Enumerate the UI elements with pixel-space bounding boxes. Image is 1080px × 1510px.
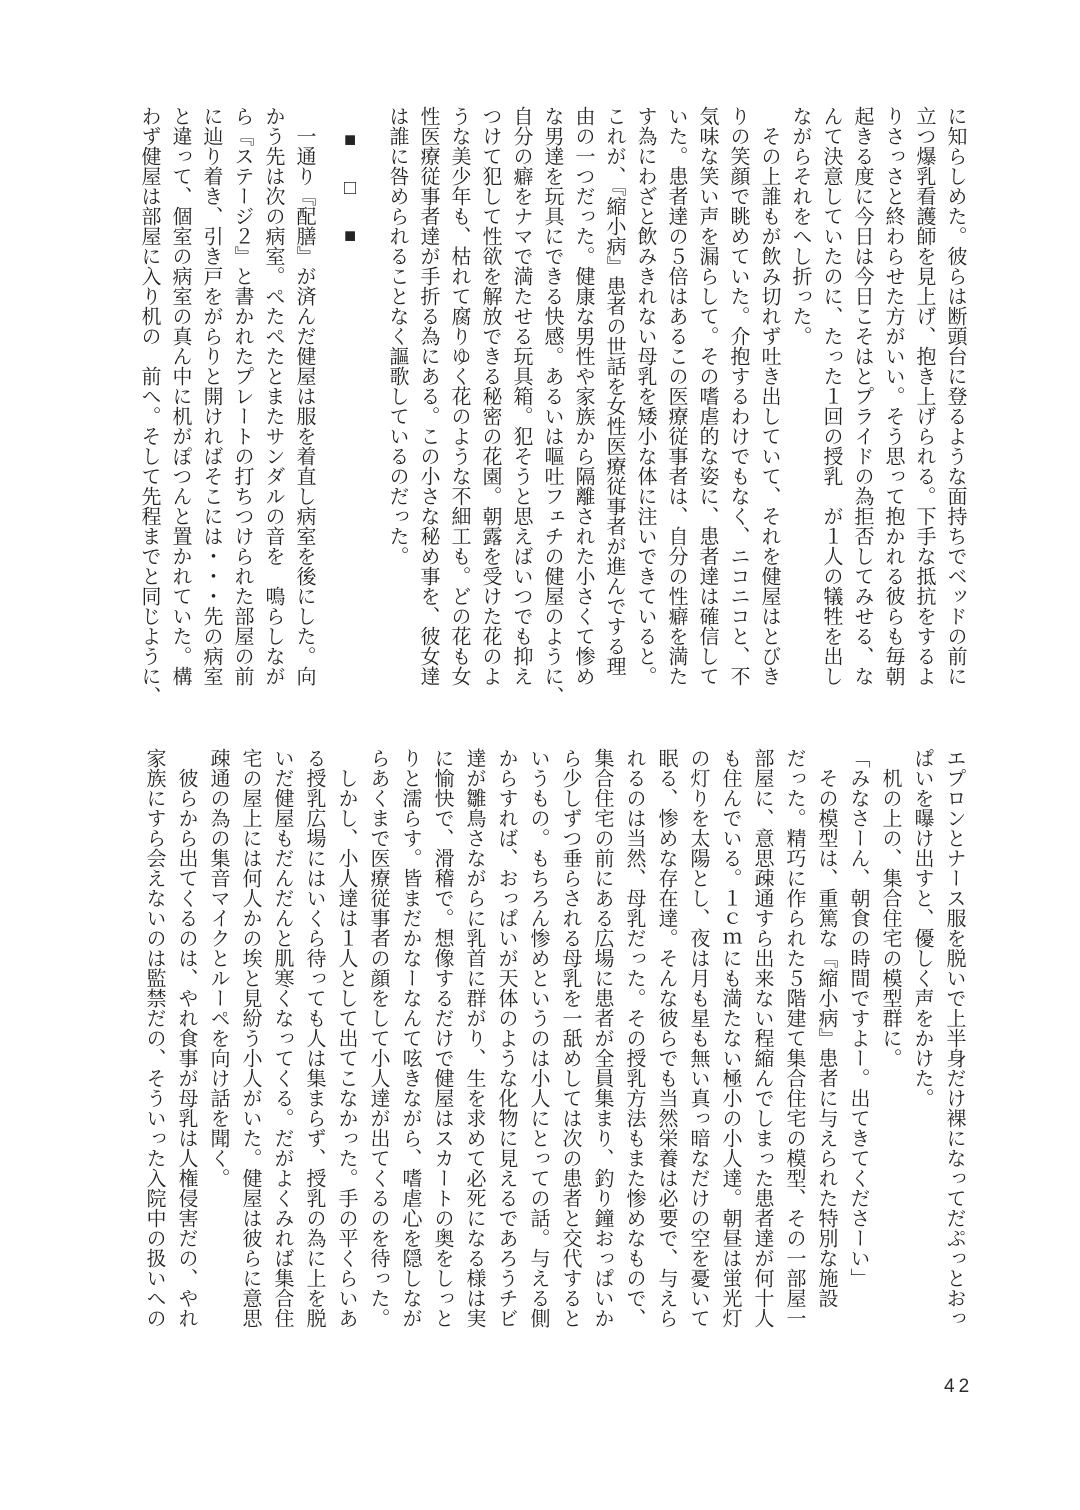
text-column: わず健屋は部屋に入り机の 前へ。そして先程までと同じように、 bbox=[138, 106, 160, 706]
text-column: その上誰もが飲み切れず吐き出していて、それを健屋はとびき bbox=[758, 106, 780, 686]
text-column: いた。患者達の５倍はあるこの医療従事者は、自分の性癖を満た bbox=[665, 106, 687, 686]
text-column: 家族にすら会えないのは監禁だの、そういった入院中の扱いへの bbox=[143, 748, 165, 1328]
text-column: に辿り着き、引き戸をがらりと開ければそこには・・・先の病室 bbox=[200, 106, 222, 686]
text-column: ながらそれをへし折った。 bbox=[789, 106, 811, 346]
top-text-block bbox=[133, 106, 970, 706]
text-column: 部屋に、意思疎通すら出来ない程縮んでしまった患者達が何十人 bbox=[751, 748, 773, 1328]
text-column: 由の一つだった。健康な男性や家族から隔離された小さくて惨め bbox=[572, 106, 594, 686]
text-column: いだ健屋もだんだんと肌寒くなってくる。だがよくみれば集合住 bbox=[271, 748, 293, 1328]
text-column: す為にわざと飲みきれない母乳を矮小な体に注いできていると。 bbox=[634, 106, 656, 686]
text-column: これが、『縮小病』患者の世話を女性医療従事者が進んでする理 bbox=[603, 106, 625, 676]
text-column: と違って、個室の病室の真ん中に机がぽつんと置かれていた。構 bbox=[169, 106, 191, 686]
text-column: いうもの。もちろん惨めというのは小人にとっての話。与える側 bbox=[527, 748, 549, 1328]
text-column: りさっさと終わらせた方がいい。そう思って抱かれる彼らも毎朝 bbox=[882, 106, 904, 686]
text-column: に愉快で、滑稽で。想像するだけで健屋はスカートの奥をしっと bbox=[431, 748, 453, 1328]
text-column: かう先は次の病室。ぺたぺたとまたサンダルの音を 鳴らしなが bbox=[262, 106, 284, 686]
text-column: エプロンとナース服を脱いで上半身だけ裸になってだぷっとおっ bbox=[943, 748, 965, 1328]
text-column: れるのは当然、母乳だった。その授乳方法もまた惨めなもので、 bbox=[623, 748, 645, 1328]
text-column: 気味な笑い声を漏らして。その嗜虐的な姿に、患者達は確信して bbox=[696, 106, 718, 686]
text-column: 達が雛鳥さながらに乳首に群がり、生を求めて必死になる様は実 bbox=[463, 748, 485, 1328]
text-column: りの笑顔で眺めていた。介抱するわけでもなく、ニコニコと、不 bbox=[727, 106, 749, 686]
text-column: 彼らから出てくるのは、やれ食事が母乳は人権侵害だの、やれ bbox=[175, 748, 197, 1328]
text-column: 集合住宅の前にある広場に患者が全員集まり、釣り鐘おっぱいか bbox=[591, 748, 613, 1328]
text-column: 一通り『配膳』が済んだ健屋は服を着直し病室を後にした。向 bbox=[293, 106, 315, 686]
text-column: 眠る、惨めな存在達。そんな彼らでも当然栄養は必要で、与えら bbox=[655, 748, 677, 1328]
section-divider-squares: ■ □ ■ bbox=[339, 106, 361, 250]
text-column: その模型は、重篤な『縮小病』患者に与えられた特別な施設 bbox=[815, 748, 837, 1308]
text-column: る授乳広場にはいくら待っても人は集まらず、授乳の為に上を脱 bbox=[303, 748, 325, 1328]
text-column: は誰に咎められることなく謳歌しているのだった。 bbox=[386, 106, 408, 566]
text-column: も住んでいる。１ｃｍにも満たない極小の小人達。朝昼は蛍光灯 bbox=[719, 748, 741, 1328]
text-column: の灯りを太陽とし、夜は月も星も無い真っ暗なだけの空を憂いて bbox=[687, 748, 709, 1328]
text-column: ら少しずつ垂らされる母乳を一舐めしては次の患者と交代すると bbox=[559, 748, 581, 1328]
text-column: 疎通の為の集音マイクとルーペを向け話を聞く。 bbox=[207, 748, 229, 1188]
text-column: に知らしめた。彼らは断頭台に登るような面持ちでベッドの前に bbox=[944, 106, 966, 686]
text-column: な男達を玩具にできる快感。あるいは嘔吐フェチの健屋のように、 bbox=[541, 106, 563, 706]
text-column: 「みなさーん、朝食の時間ですよー。出てきてくださーい」 bbox=[847, 748, 869, 1288]
text-column: ら『ステージ２』と書かれたプレートの打ちつけられた部屋の前 bbox=[231, 106, 253, 686]
text-column: つけて犯して性欲を解放できる秘密の花園。朝露を受けた花のよ bbox=[479, 106, 501, 686]
text-column: らあくまで医療従事者の顔をして小人達が出てくるのを待った。 bbox=[367, 748, 389, 1328]
text-column: ぱいを曝け出すと、優しく声をかけた。 bbox=[911, 748, 933, 1108]
text-column: りと濡らす。皆まだかなーなんて呟きながら、嗜虐心を隠しなが bbox=[399, 748, 421, 1328]
text-column: んて決意していたのに、たった１回の授乳 が１人の犠牲を出し bbox=[820, 106, 842, 686]
text-column: からすれば、おっぱいが天体のような化物に見えるであろうチビ bbox=[495, 748, 517, 1328]
page-number: 42 bbox=[944, 1376, 974, 1397]
text-column: 自分の癖をナマで満たせる玩具箱。犯そうと思えばいつでも抑え bbox=[510, 106, 532, 686]
text-column: うな美少年も、枯れて腐りゆく花のような不細工も。どの花も女 bbox=[448, 106, 470, 686]
text-column: 立つ爆乳看護師を見上げ、抱き上げられる。下手な抵抗をするよ bbox=[913, 106, 935, 686]
bottom-text-block bbox=[138, 748, 970, 1334]
text-column: だった。精巧に作られた５階建て集合住宅の模型、その一部屋一 bbox=[783, 748, 805, 1328]
text-column: 性医療従事者達が手折る為にある。この小さな秘め事を、彼女達 bbox=[417, 106, 439, 686]
text-column: 机の上の、集合住宅の模型群に。 bbox=[879, 748, 901, 1068]
text-column: しかし、小人達は１人として出てこなかった。手の平くらいあ bbox=[335, 748, 357, 1328]
text-column: 宅の屋上には何人かの埃と見紛う小人がいた。健屋は彼らに意思 bbox=[239, 748, 261, 1328]
text-column: 起きる度に今日は今日こそはとプライドの為拒否してみせる、な bbox=[851, 106, 873, 686]
